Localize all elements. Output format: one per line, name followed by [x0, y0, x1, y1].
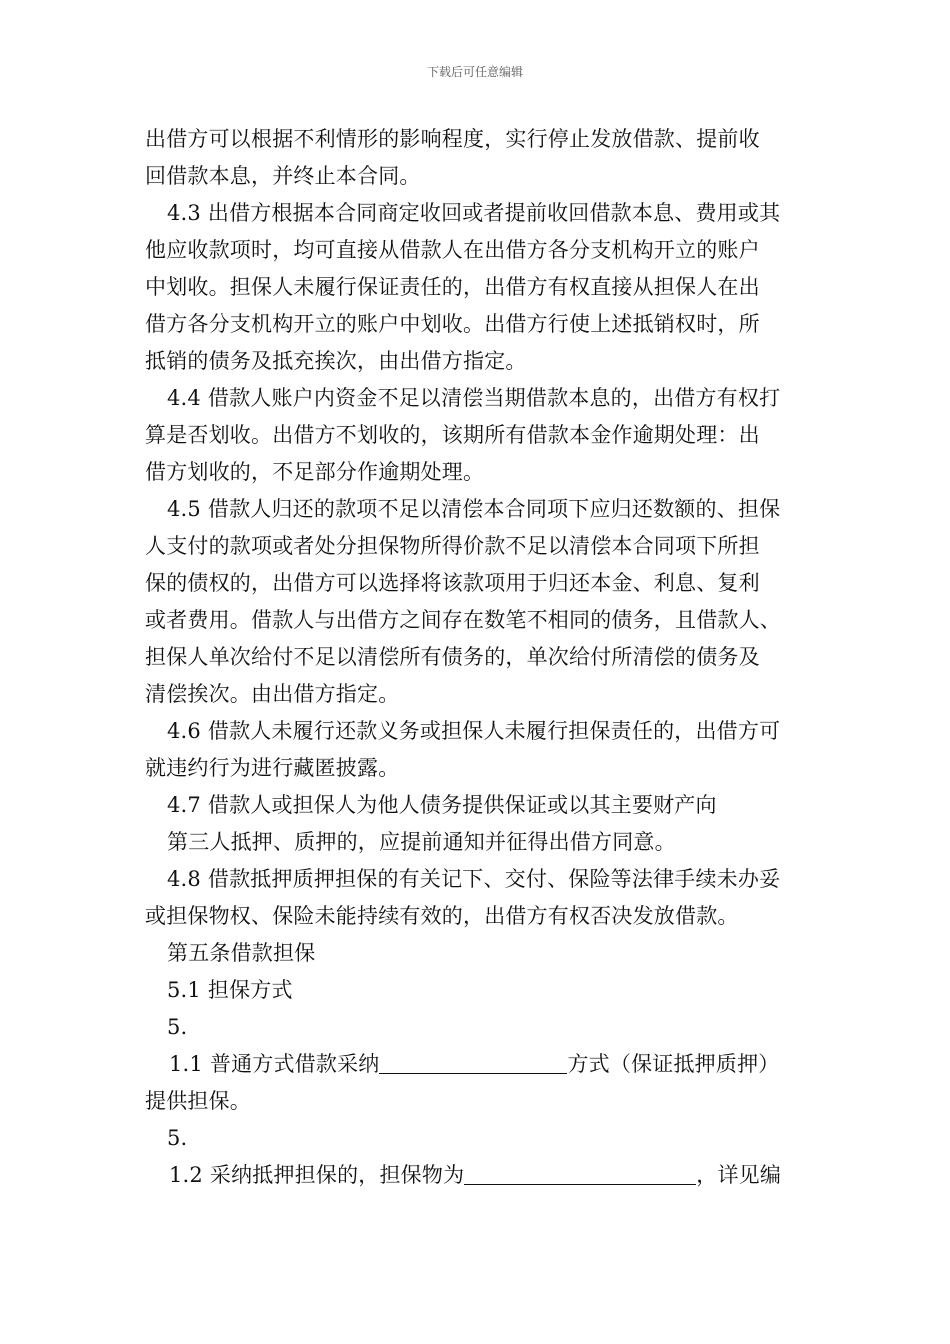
clause-4-3: 4.3 出借方根据本合同商定收回或者提前收回借款本息、费用或其 [167, 201, 781, 225]
clause-4-7: 4.7 借款人或担保人为他人债务提供保证或以其主要财产向 [167, 793, 717, 817]
document-body [145, 121, 835, 1194]
section-heading-5: 第五条借款担保 [167, 941, 316, 965]
text-line: 5. [167, 1126, 188, 1150]
text-line: 清偿挨次。由出借方指定。 [145, 682, 400, 706]
text-line: 就违约行为进行藏匿披露。 [145, 756, 400, 780]
text-line: 抵销的债务及抵充挨次，由出借方指定。 [145, 349, 527, 373]
clause-5-1-2 [145, 1157, 835, 1194]
clause-4-8: 4.8 借款抵押质押担保的有关记下、交付、保险等法律手续未办妥 [167, 867, 781, 891]
text-line: 提供担保。 [145, 1089, 251, 1113]
text-fragment: 方式（保证抵押质押） [567, 1052, 780, 1076]
text-line: 借方划收的，不足部分作逾期处理。 [145, 460, 485, 484]
text-fragment: 1.1 普通方式借款采纳 [169, 1052, 380, 1076]
text-line: 回借款本息，并终止本合同。 [145, 164, 421, 188]
page-header: 下载后可任意编辑 [426, 65, 523, 79]
text-fragment: ，详见编 [696, 1163, 782, 1187]
text-line: 借方各分支机构开立的账户中划收。出借方行使上述抵销权时，所 [145, 312, 760, 336]
clause-5-1-1 [145, 1046, 835, 1083]
fill-in-blank[interactable] [379, 1049, 567, 1074]
text-line: 保的债权的，出借方可以选择将该款项用于归还本金、利息、复利 [145, 571, 760, 595]
clause-4-4: 4.4 借款人账户内资金不足以清偿当期借款本息的，出借方有权打 [167, 386, 781, 410]
text-line: 算是否划收。出借方不划收的，该期所有借款本金作逾期处理：出 [145, 423, 760, 447]
text-line: 或者费用。借款人与出借方之间存在数笔不相同的债务，且借款人、 [145, 608, 781, 632]
text-fragment: 1.2 采纳抵押担保的，担保物为 [169, 1163, 465, 1187]
text-line: 或担保物权、保险未能持续有效的，出借方有权否决发放借款。 [145, 904, 739, 928]
clause-4-6: 4.6 借款人未履行还款义务或担保人未履行担保责任的，出借方可 [167, 719, 781, 743]
clause-5-1: 5.1 担保方式 [167, 978, 293, 1002]
fill-in-blank[interactable] [464, 1160, 696, 1185]
text-line: 5. [167, 1015, 188, 1039]
text-line: 中划收。担保人未履行保证责任的，出借方有权直接从担保人在出 [145, 275, 760, 299]
clause-4-5: 4.5 借款人归还的款项不足以清偿本合同项下应归还数额的、担保 [167, 497, 781, 521]
text-line: 出借方可以根据不利情形的影响程度，实行停止发放借款、提前收 [145, 127, 760, 151]
text-line: 第三人抵押、质押的，应提前通知并征得出借方同意。 [167, 830, 676, 854]
text-line: 他应收款项时，均可直接从借款人在出借方各分支机构开立的账户 [145, 238, 760, 262]
text-line: 担保人单次给付不足以清偿所有债务的，单次给付所清偿的债务及 [145, 645, 760, 669]
text-line: 人支付的款项或者处分担保物所得价款不足以清偿本合同项下所担 [145, 534, 760, 558]
